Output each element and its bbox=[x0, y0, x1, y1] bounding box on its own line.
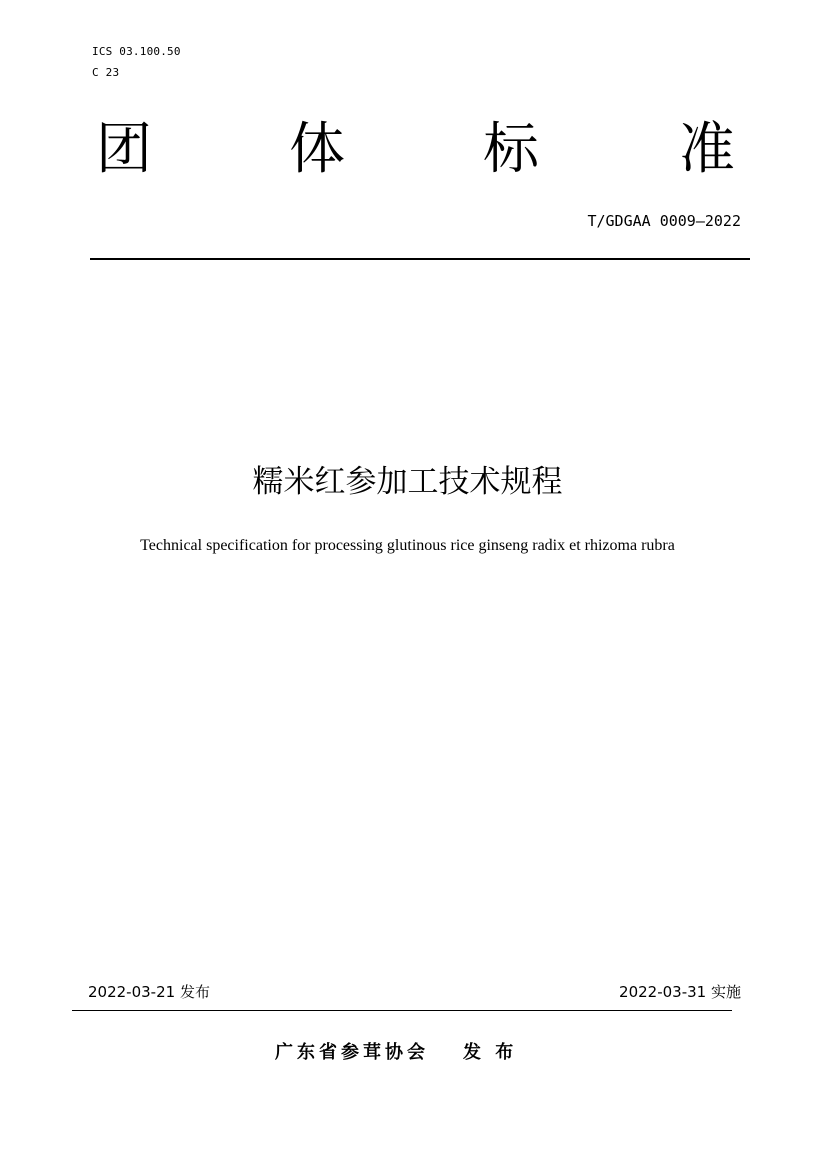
ics-code: ICS 03.100.50 bbox=[92, 45, 181, 58]
issuer-line bbox=[275, 1040, 517, 1066]
heading-char-1: 团 bbox=[96, 117, 152, 182]
ccs-code: C 23 bbox=[92, 66, 120, 79]
top-divider bbox=[90, 258, 750, 260]
issue-date: 2022-03-21 发布 bbox=[88, 983, 210, 1001]
document-title-chinese: 糯米红参加工技术规程 bbox=[252, 464, 563, 500]
heading-char-2: 体 bbox=[289, 117, 345, 182]
standard-number: T/GDGAA 0009—2022 bbox=[587, 212, 741, 230]
bottom-divider bbox=[72, 1010, 732, 1011]
document-title-english: Technical specification for processing glutinous rice ginseng radix et rhizoma rubra bbox=[140, 537, 675, 554]
heading-char-3: 标 bbox=[483, 117, 539, 182]
heading-char-4: 准 bbox=[679, 117, 735, 182]
issuer-action: 发 布 bbox=[463, 1042, 518, 1063]
implementation-date: 2022-03-31 实施 bbox=[619, 983, 741, 1001]
issuer-name: 广东省参茸协会 bbox=[275, 1042, 429, 1063]
